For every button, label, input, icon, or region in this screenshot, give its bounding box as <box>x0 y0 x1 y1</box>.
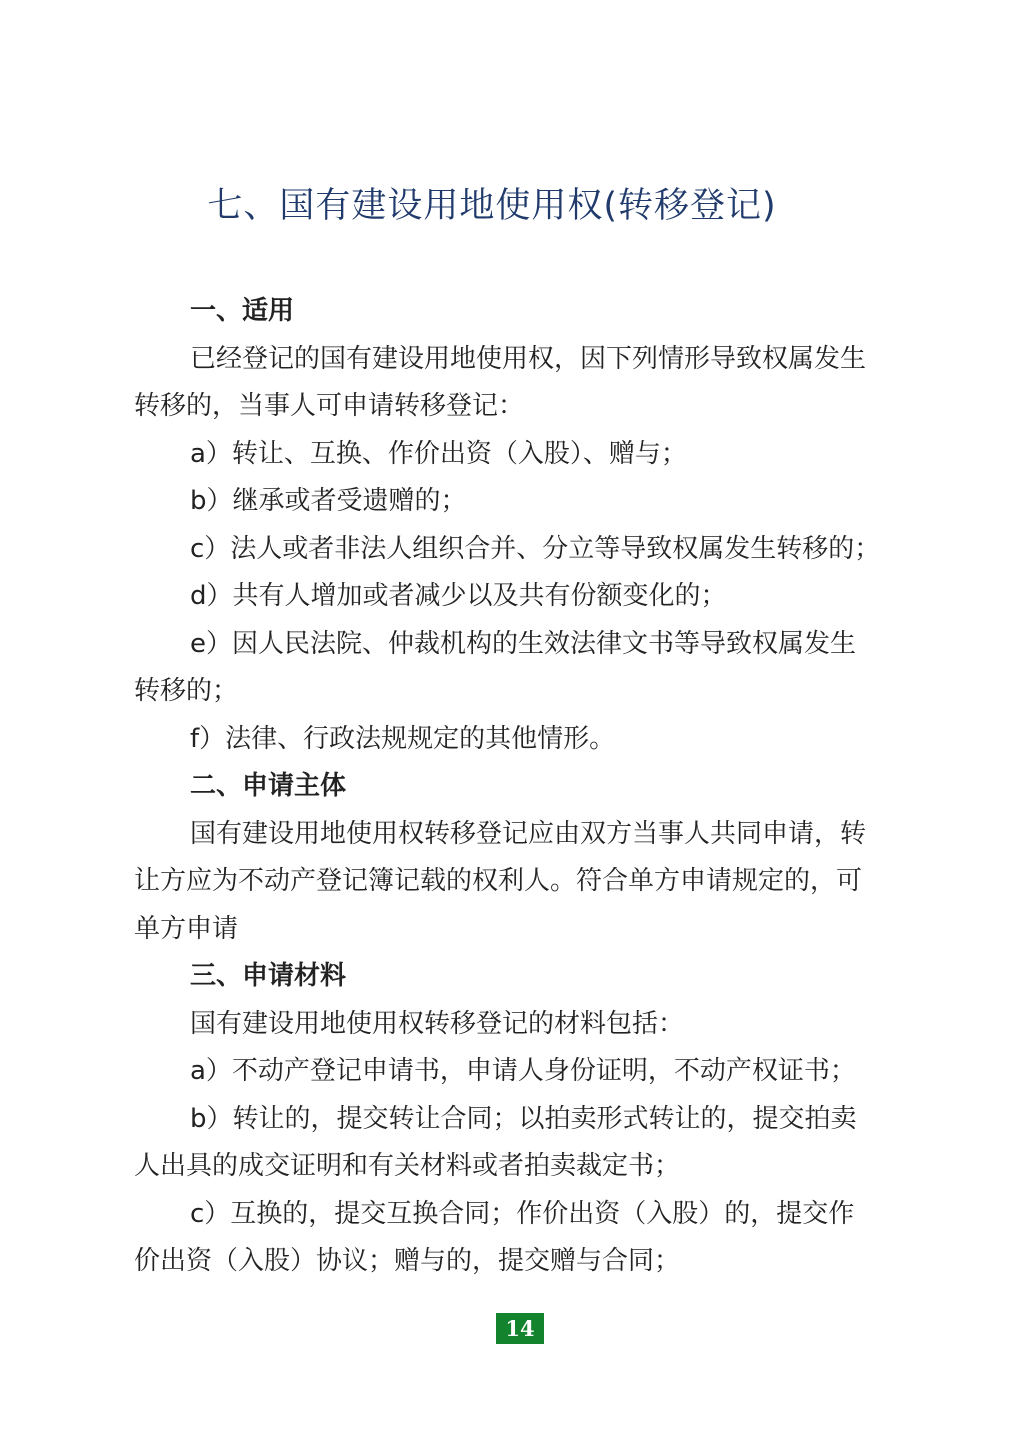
list-item-e-continued: 转移的； <box>134 676 239 706</box>
list-item-a: a）转让、互换、作价出资（入股）、赠与； <box>190 438 687 469</box>
paragraph-line: 单方申请 <box>134 913 239 944</box>
document-body <box>134 288 904 1286</box>
paragraph-line: 已经登记的国有建设用地使用权，因下列情形导致权属发生 <box>190 343 867 374</box>
list-item-f: f）法律、行政法规规定的其他情形。 <box>190 723 616 754</box>
paragraph-line: 国有建设用地使用权转移登记应由双方当事人共同申请，转 <box>190 818 867 849</box>
list-item-b: b）继承或者受遗赠的； <box>190 486 467 516</box>
paragraph-line: 让方应为不动产登记簿记载的权利人。符合单方申请规定的，可 <box>134 866 863 896</box>
materials-item-a: a）不动产登记申请书，申请人身份证明，不动产权证书； <box>190 1056 856 1086</box>
list-item-c: c）法人或者非法人组织合并、分立等导致权属发生转移的； <box>190 533 881 564</box>
paragraph-line: 转移的，当事人可申请转移登记： <box>134 391 525 421</box>
materials-item-c-continued: 价出资（入股）协议；赠与的，提交赠与合同； <box>134 1246 681 1276</box>
section-heading-applicant: 二、申请主体 <box>190 771 347 801</box>
materials-item-b: b）转让的，提交转让合同；以拍卖形式转让的，提交拍卖 <box>190 1103 857 1134</box>
page-number-badge: 14 <box>496 1313 544 1344</box>
materials-item-b-continued: 人出具的成交证明和有关材料或者拍卖裁定书； <box>134 1151 681 1181</box>
list-item-e: e）因人民法院、仲裁机构的生效法律文书等导致权属发生 <box>190 628 856 659</box>
section-heading-materials: 三、申请材料 <box>190 961 347 991</box>
page-title: 七、国有建设用地使用权(转移登记) <box>207 186 777 226</box>
materials-item-c: c）互换的，提交互换合同；作价出资（入股）的，提交作 <box>190 1198 855 1229</box>
paragraph-line: 国有建设用地使用权转移登记的材料包括： <box>190 1008 685 1039</box>
list-item-d: d）共有人增加或者减少以及共有份额变化的； <box>190 581 727 611</box>
section-heading-applicability: 一、适用 <box>190 296 295 326</box>
